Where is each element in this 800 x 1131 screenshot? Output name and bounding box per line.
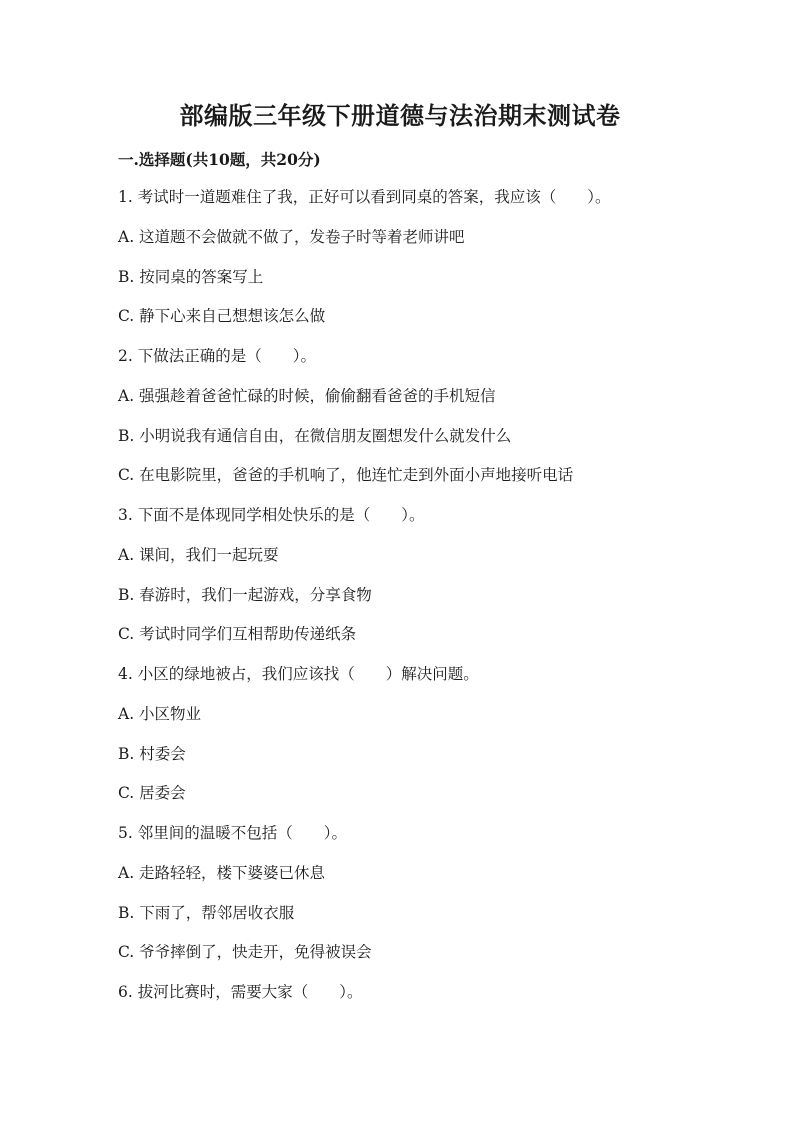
question-2-option-a: A. 强强趁着爸爸忙碌的时候，偷偷翻看爸爸的手机短信 bbox=[118, 386, 496, 405]
question-2-option-b: B. 小明说我有通信自由，在微信朋友圈想发什么就发什么 bbox=[118, 426, 512, 445]
question-1-option-a: A. 这道题不会做就不做了，发卷子时等着老师讲吧 bbox=[118, 227, 465, 246]
question-3-option-a: A. 课间，我们一起玩耍 bbox=[118, 545, 279, 564]
question-5-option-b: B. 下雨了，帮邻居收衣服 bbox=[118, 903, 295, 922]
question-5-option-c: C. 爷爷摔倒了，快走开，免得被误会 bbox=[118, 943, 372, 962]
question-6: 6. 拔河比赛时，需要大家（ ）。 bbox=[118, 983, 363, 1001]
question-4-option-b: B. 村委会 bbox=[118, 744, 186, 763]
question-4-option-a: A. 小区物业 bbox=[118, 704, 202, 723]
question-5: 5. 邻里间的温暖不包括（ ）。 bbox=[118, 824, 347, 842]
question-1: 1. 考试时一道题难住了我，正好可以看到同桌的答案，我应该（ ）。 bbox=[118, 188, 611, 206]
question-4-option-c: C. 居委会 bbox=[118, 784, 186, 803]
exam-title: 部编版三年级下册道德与法治期末测试卷 bbox=[179, 101, 621, 130]
question-2: 2. 下做法正确的是（ ）。 bbox=[118, 347, 316, 365]
question-list bbox=[118, 186, 718, 1021]
question-4: 4. 小区的绿地被占，我们应该找（ ）解决问题。 bbox=[118, 665, 479, 683]
question-3: 3. 下面不是体现同学相处快乐的是（ ）。 bbox=[118, 506, 425, 524]
question-1-option-c: C. 静下心来自己想想该怎么做 bbox=[118, 307, 326, 326]
section-heading: 一.选择题(共10题，共20分) bbox=[118, 150, 321, 169]
question-1-option-b: B. 按同桌的答案写上 bbox=[118, 267, 264, 286]
question-5-option-a: A. 走路轻轻，楼下婆婆已休息 bbox=[118, 863, 326, 882]
question-3-option-b: B. 春游时，我们一起游戏，分享食物 bbox=[118, 585, 372, 604]
question-3-option-c: C. 考试时同学们互相帮助传递纸条 bbox=[118, 625, 357, 644]
question-2-option-c: C. 在电影院里，爸爸的手机响了，他连忙走到外面小声地接听电话 bbox=[118, 466, 574, 485]
